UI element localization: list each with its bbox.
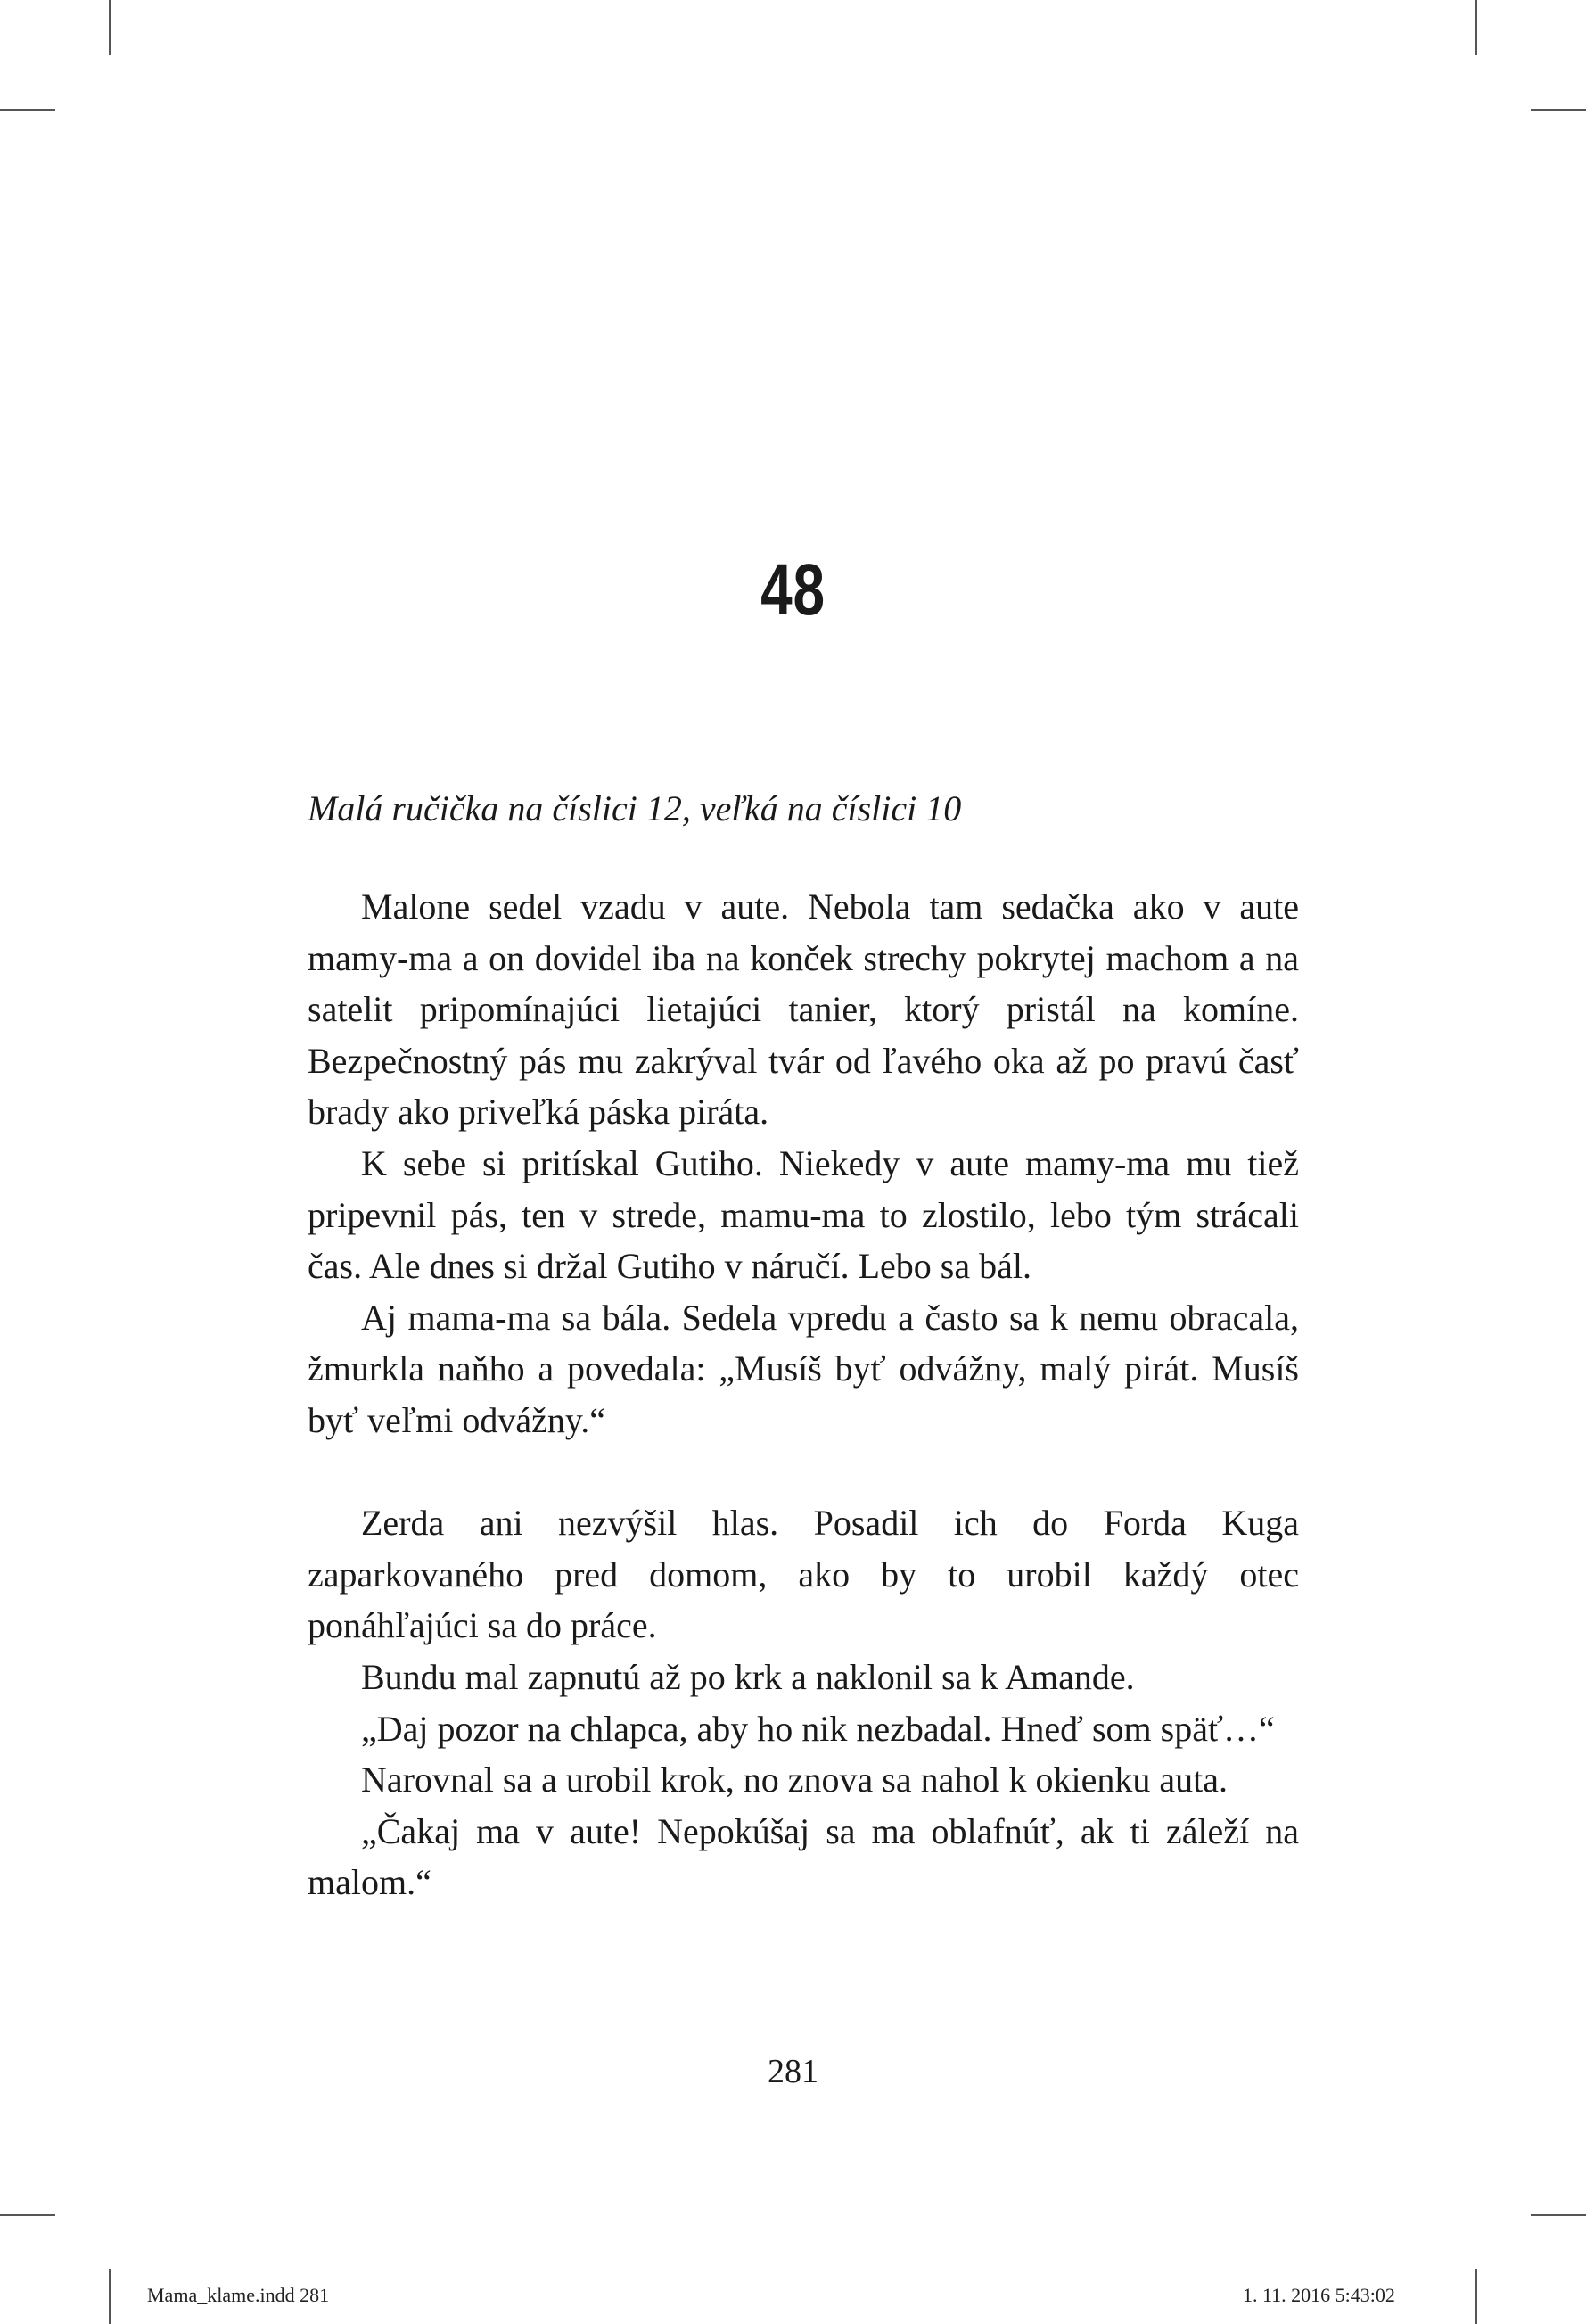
paragraph: K sebe si pritískal Gutiho. Niekedy v aute mamy-ma mu tiež pripevnil pás, ten v strede, mamu-ma to zlostilo, lebo tým strácali čas. Ale dnes si držal Gutiho v náručí. Lebo sa bál. <box>308 1142 1299 1287</box>
crop-mark-top-right <box>1475 0 1477 55</box>
crop-mark-right-top <box>1531 109 1586 111</box>
paragraph: „Čakaj ma v aute! Nepokúšaj sa ma oblafnúť, ak ti záleží na malom.“ <box>308 1810 1299 1903</box>
body-text <box>308 881 1299 1908</box>
paragraph: Zerda ani nezvýšil hlas. Posadil ich do Forda Kuga zaparkovaného pred domom, ako by to urobil každý otec ponáhľajúci sa do práce. <box>308 1503 1299 1646</box>
crop-mark-right-bottom <box>1531 2214 1586 2216</box>
page-number: 281 <box>768 2053 818 2090</box>
chapter-number: 48 <box>760 549 826 630</box>
slug-filename: Mama_klame.indd 281 <box>147 2284 330 2306</box>
paragraph: „Daj pozor na chlapca, aby ho nik nezbadal. Hneď som späť…“ <box>361 1708 1275 1749</box>
paragraph: Aj mama-ma sa bála. Sedela vpredu a často sa k nemu obracala, žmurkla naňho a povedala: „Musíš byť odvážny, malý pirát. Musíš byť veľmi odvážny.“ <box>308 1297 1299 1440</box>
paragraph: Bundu mal zapnutú až po krk a naklonil sa k Amande. <box>361 1656 1135 1697</box>
chapter-subtitle: Malá ručička na číslici 12, veľká na číslici 10 <box>308 788 962 828</box>
crop-mark-top-left <box>109 0 111 55</box>
paragraph: Malone sedel vzadu v aute. Nebola tam sedačka ako v aute mamy-ma a on dovidel iba na konček strechy pokrytej machom a na satelit pripomínajúci lietajúci tanier, ktorý pristál na komíne. Bezpečnostný pás mu zakrýval tvár od ľavého oka až po pravú časť brady ako priveľká páska piráta. <box>308 886 1299 1133</box>
crop-mark-left-bottom <box>0 2214 55 2216</box>
crop-mark-bottom-left <box>109 2269 111 2324</box>
slug-timestamp: 1. 11. 2016 5:43:02 <box>1243 2284 1395 2306</box>
section-break <box>308 1446 1299 1498</box>
crop-mark-left-top <box>0 109 55 111</box>
crop-mark-bottom-right <box>1475 2269 1477 2324</box>
paragraph: Narovnal sa a urobil krok, no znova sa nahol k okienku auta. <box>361 1759 1228 1801</box>
